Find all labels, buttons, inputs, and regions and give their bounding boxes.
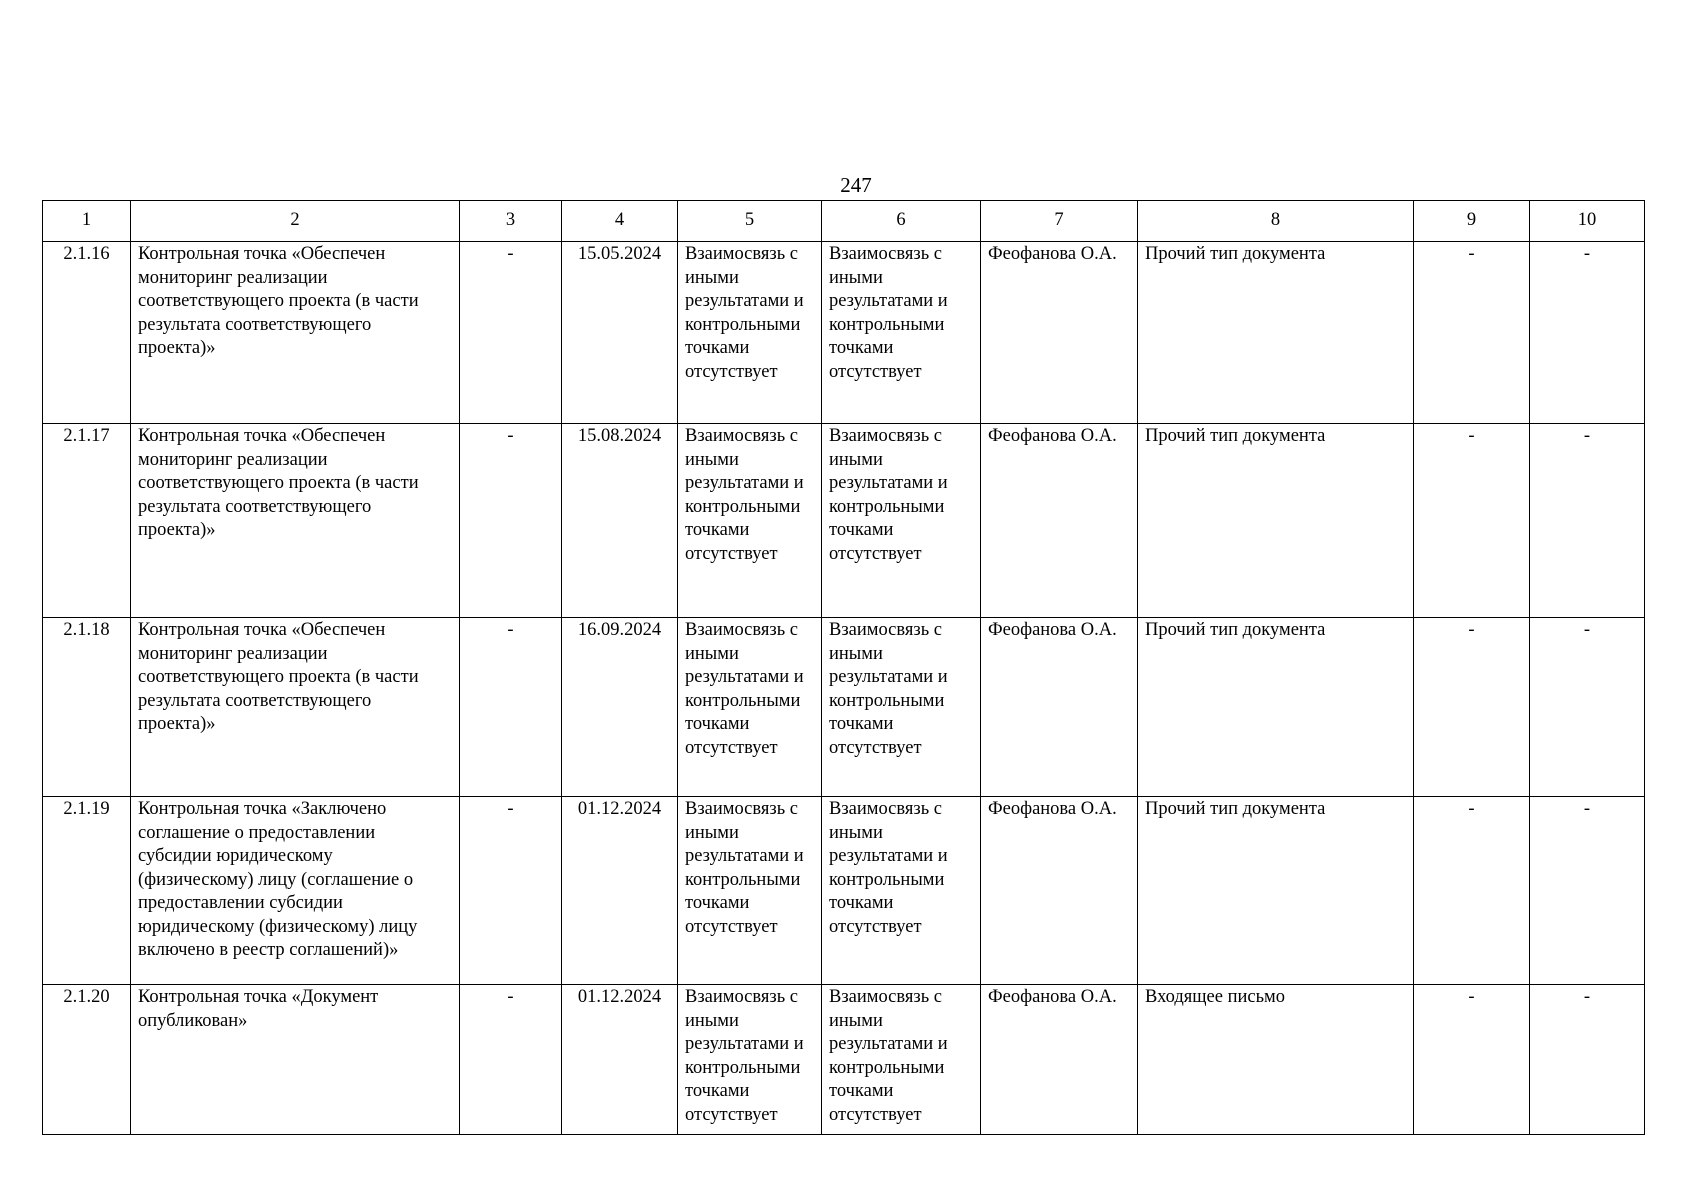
control-point-name-cell: Контрольная точка «Обеспечен мониторинг реализации соответствующего проекта (в части результата соответствующего проекта)»: [131, 618, 460, 797]
column-3-cell: -: [460, 424, 562, 618]
table-header-row: [43, 201, 1645, 242]
column-3-cell: -: [460, 797, 562, 985]
column-3-cell: -: [460, 985, 562, 1135]
row-number-cell: 2.1.19: [43, 797, 131, 985]
column-header: 7: [981, 201, 1138, 242]
column-header: 9: [1414, 201, 1530, 242]
column-9-cell: -: [1414, 242, 1530, 424]
table-row: [43, 985, 1645, 1135]
table-row: [43, 242, 1645, 424]
column-header: 4: [562, 201, 678, 242]
column-9-cell: -: [1414, 797, 1530, 985]
document-type-cell: Прочий тип документа: [1138, 797, 1414, 985]
column-3-cell: -: [460, 618, 562, 797]
column-header: 2: [131, 201, 460, 242]
date-cell: 15.08.2024: [562, 424, 678, 618]
control-point-name-cell: Контрольная точка «Заключено соглашение о предоставлении субсидии юридическому (физическому) лицу (соглашение о предоставлении субсидии юридическому (физическому) лицу включено в реестр соглашений)»: [131, 797, 460, 985]
column-header: 10: [1530, 201, 1645, 242]
relationship-cell: Взаимосвязь с иными результатами и контрольными точками отсутствует: [822, 242, 981, 424]
column-10-cell: -: [1530, 424, 1645, 618]
relationship-cell: Взаимосвязь с иными результатами и контрольными точками отсутствует: [822, 985, 981, 1135]
responsible-person-cell: Феофанова О.А.: [981, 985, 1138, 1135]
table-row: [43, 797, 1645, 985]
table-row: [43, 424, 1645, 618]
control-point-name-cell: Контрольная точка «Обеспечен мониторинг реализации соответствующего проекта (в части результата соответствующего проекта)»: [131, 242, 460, 424]
row-number-cell: 2.1.20: [43, 985, 131, 1135]
responsible-person-cell: Феофанова О.А.: [981, 424, 1138, 618]
column-9-cell: -: [1414, 985, 1530, 1135]
date-cell: 16.09.2024: [562, 618, 678, 797]
column-header: 5: [678, 201, 822, 242]
relationship-cell: Взаимосвязь с иными результатами и контрольными точками отсутствует: [678, 985, 822, 1135]
column-10-cell: -: [1530, 242, 1645, 424]
relationship-cell: Взаимосвязь с иными результатами и контрольными точками отсутствует: [822, 424, 981, 618]
column-header: 6: [822, 201, 981, 242]
row-number-cell: 2.1.16: [43, 242, 131, 424]
relationship-cell: Взаимосвязь с иными результатами и контрольными точками отсутствует: [678, 424, 822, 618]
control-point-name-cell: Контрольная точка «Документ опубликован»: [131, 985, 460, 1135]
page-number: 247: [840, 173, 872, 197]
column-9-cell: -: [1414, 618, 1530, 797]
table-row: [43, 618, 1645, 797]
column-header: 1: [43, 201, 131, 242]
control-point-name-cell: Контрольная точка «Обеспечен мониторинг реализации соответствующего проекта (в части результата соответствующего проекта)»: [131, 424, 460, 618]
date-cell: 01.12.2024: [562, 797, 678, 985]
date-cell: 15.05.2024: [562, 242, 678, 424]
row-number-cell: 2.1.17: [43, 424, 131, 618]
relationship-cell: Взаимосвязь с иными результатами и контрольными точками отсутствует: [678, 242, 822, 424]
column-header: 8: [1138, 201, 1414, 242]
column-9-cell: -: [1414, 424, 1530, 618]
relationship-cell: Взаимосвязь с иными результатами и контрольными точками отсутствует: [678, 797, 822, 985]
control-points-table: [42, 200, 1645, 1135]
relationship-cell: Взаимосвязь с иными результатами и контрольными точками отсутствует: [678, 618, 822, 797]
column-3-cell: -: [460, 242, 562, 424]
document-type-cell: Входящее письмо: [1138, 985, 1414, 1135]
responsible-person-cell: Феофанова О.А.: [981, 242, 1138, 424]
column-header: 3: [460, 201, 562, 242]
relationship-cell: Взаимосвязь с иными результатами и контрольными точками отсутствует: [822, 797, 981, 985]
responsible-person-cell: Феофанова О.А.: [981, 797, 1138, 985]
row-number-cell: 2.1.18: [43, 618, 131, 797]
relationship-cell: Взаимосвязь с иными результатами и контрольными точками отсутствует: [822, 618, 981, 797]
responsible-person-cell: Феофанова О.А.: [981, 618, 1138, 797]
date-cell: 01.12.2024: [562, 985, 678, 1135]
document-type-cell: Прочий тип документа: [1138, 242, 1414, 424]
document-type-cell: Прочий тип документа: [1138, 424, 1414, 618]
document-type-cell: Прочий тип документа: [1138, 618, 1414, 797]
column-10-cell: -: [1530, 797, 1645, 985]
column-10-cell: -: [1530, 618, 1645, 797]
column-10-cell: -: [1530, 985, 1645, 1135]
